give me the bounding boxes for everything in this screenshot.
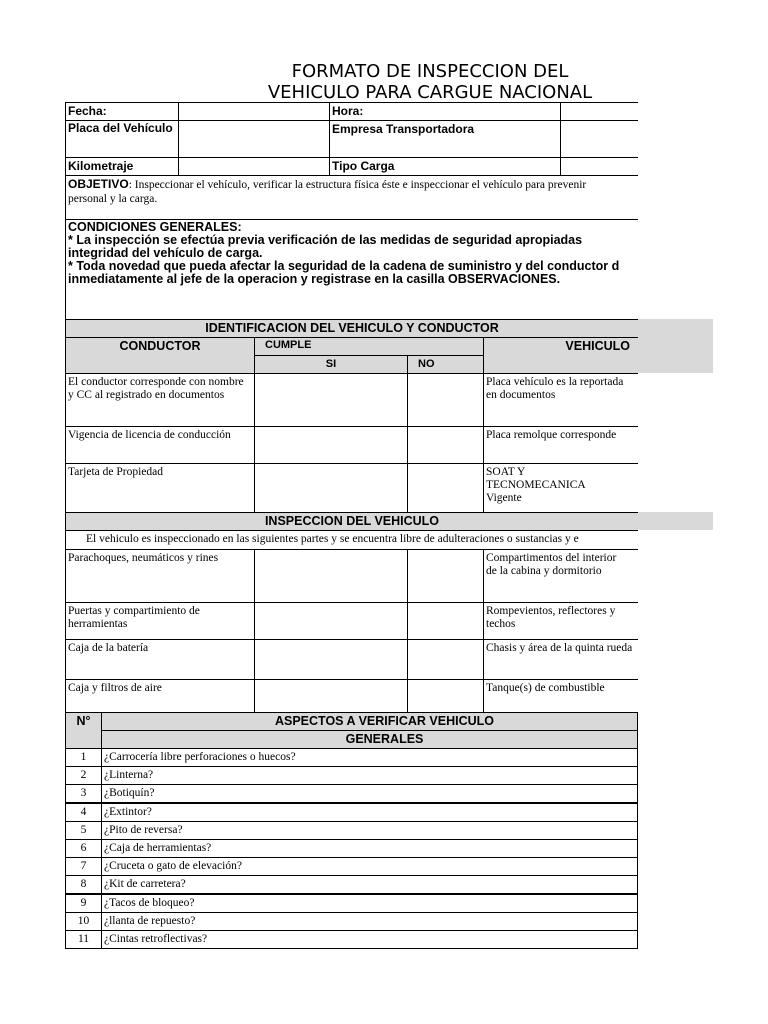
- inspeccion-title: INSPECCION DEL VEHICULO: [65, 512, 638, 531]
- insp-row-1-no[interactable]: [407, 549, 484, 603]
- conductor-header: CONDUCTOR: [65, 337, 255, 374]
- aspecto-number: 7: [65, 857, 102, 876]
- identificacion-title: IDENTIFICACION DEL VEHICULO Y CONDUCTOR: [65, 319, 638, 338]
- insp-row-4-si[interactable]: [254, 679, 408, 713]
- tipo-carga-field[interactable]: [560, 157, 638, 176]
- side-shade-top: [638, 319, 713, 373]
- aspecto-number: 10: [65, 912, 102, 931]
- aspecto-item: ¿Tacos de bloqueo?: [101, 894, 638, 913]
- insp-row-1-right: Compartimentos del interior de la cabina y dormitorio: [483, 549, 638, 603]
- ident-row-1-right: Placa vehículo es la reportada en documentos: [483, 373, 638, 427]
- ident-row-3-right: SOAT Y TECNOMECANICA Vigente: [483, 463, 638, 513]
- ident-row-3-si[interactable]: [254, 463, 408, 513]
- aspecto-number: 3: [65, 784, 102, 803]
- aspecto-number: 6: [65, 839, 102, 858]
- empresa-field[interactable]: [560, 120, 638, 158]
- insp-row-2-no[interactable]: [407, 602, 484, 640]
- condiciones-line2: integridad del vehículo de carga.: [68, 246, 263, 260]
- fecha-label: Fecha:: [65, 102, 179, 121]
- aspecto-number: 9: [65, 894, 102, 913]
- empresa-label: Empresa Transportadora: [329, 120, 561, 158]
- objetivo-text: : Inspeccionar el vehículo, verificar la estructura física éste e inspeccionar el vehículo para prevenir: [128, 179, 587, 191]
- insp-row-3-no[interactable]: [407, 639, 484, 680]
- aspecto-number: 8: [65, 875, 102, 894]
- condiciones-line4: inmediatamente al jefe de la operacion y registrase en la casilla OBSERVACIONES.: [68, 272, 561, 286]
- hora-label: Hora:: [329, 102, 561, 121]
- aspectos-title: ASPECTOS A VERIFICAR VEHICULO: [101, 712, 638, 731]
- aspecto-item: ¿Carrocería libre perforaciones o huecos?: [101, 748, 638, 767]
- aspecto-item: ¿Kit de carretera?: [101, 875, 638, 894]
- ident-row-3-left: Tarjeta de Propiedad: [65, 463, 255, 513]
- vehiculo-header: VEHICULO: [483, 337, 638, 374]
- si-header: SI: [254, 355, 408, 374]
- ident-row-2-si[interactable]: [254, 426, 408, 464]
- aspecto-item: ¿Pito de reversa?: [101, 821, 638, 840]
- aspecto-item: ¿Caja de herramientas?: [101, 839, 638, 858]
- form-title-line1: FORMATO DE INSPECCION DEL: [291, 61, 569, 82]
- insp-row-4-left: Caja y filtros de aire: [65, 679, 255, 713]
- aspecto-item: ¿Extintor?: [101, 803, 638, 822]
- aspecto-item: ¿Cruceta o gato de elevación?: [101, 857, 638, 876]
- condiciones-line1: * La inspección se efectúa previa verificación de las medidas de seguridad apropiadas: [68, 233, 583, 247]
- aspecto-item: ¿Cintas retroflectivas?: [101, 930, 638, 949]
- condiciones-title: CONDICIONES GENERALES:: [68, 220, 242, 234]
- ident-row-2-right: Placa remolque corresponde: [483, 426, 638, 464]
- aspecto-item: ¿llanta de repuesto?: [101, 912, 638, 931]
- aspecto-number: 4: [65, 803, 102, 822]
- aspecto-number: 2: [65, 766, 102, 785]
- ident-row-2-no[interactable]: [407, 426, 484, 464]
- side-shade-mid: [638, 512, 713, 530]
- objetivo-text2: personal y la carga.: [68, 193, 158, 205]
- kilometraje-label: Kilometraje: [65, 157, 179, 176]
- aspecto-number: 1: [65, 748, 102, 767]
- insp-row-4-right: Tanque(s) de combustible: [483, 679, 638, 713]
- fecha-field[interactable]: [178, 102, 330, 121]
- insp-row-2-right: Rompevientos, reflectores y techos: [483, 602, 638, 640]
- placa-label: Placa del Vehículo: [65, 120, 179, 158]
- inspeccion-subtitle: El vehiculo es inspeccionado en las siguientes partes y se encuentra libre de adulteraciones o sustancias y e: [65, 530, 638, 550]
- insp-row-1-si[interactable]: [254, 549, 408, 603]
- kilometraje-field[interactable]: [178, 157, 330, 176]
- ident-row-1-left: El conductor corresponde con nombre y CC al registrado en documentos: [65, 373, 255, 427]
- hora-field[interactable]: [560, 102, 638, 121]
- condiciones-box: [65, 219, 638, 320]
- cumple-header: CUMPLE: [254, 337, 484, 356]
- insp-row-3-left: Caja de la batería: [65, 639, 255, 680]
- tipo-carga-label: Tipo Carga: [329, 157, 561, 176]
- aspecto-item: ¿Botiquín?: [101, 784, 638, 803]
- ident-row-2-left: Vigencia de licencia de conducción: [65, 426, 255, 464]
- aspecto-item: ¿Linterna?: [101, 766, 638, 785]
- aspecto-number: 5: [65, 821, 102, 840]
- placa-field[interactable]: [178, 120, 330, 158]
- ident-row-3-no[interactable]: [407, 463, 484, 513]
- aspectos-subtitle: GENERALES: [101, 730, 638, 749]
- ident-row-1-no[interactable]: [407, 373, 484, 427]
- n-header: N°: [65, 712, 102, 749]
- condiciones-line3: * Toda novedad que pueda afectar la seguridad de la cadena de suministro y del conductor d: [68, 259, 620, 273]
- no-header: NO: [407, 355, 484, 374]
- insp-row-3-right: Chasis y área de la quinta rueda: [483, 639, 638, 680]
- aspecto-number: 11: [65, 930, 102, 949]
- objetivo-box: [65, 175, 638, 220]
- insp-row-3-si[interactable]: [254, 639, 408, 680]
- insp-row-2-si[interactable]: [254, 602, 408, 640]
- objetivo-label: OBJETIVO: [68, 177, 129, 191]
- insp-row-1-left: Parachoques, neumáticos y rines: [65, 549, 255, 603]
- form-title-line2: VEHICULO PARA CARGUE NACIONAL: [267, 82, 593, 103]
- insp-row-2-left: Puertas y compartimiento de herramientas: [65, 602, 255, 640]
- insp-row-4-no[interactable]: [407, 679, 484, 713]
- ident-row-1-si[interactable]: [254, 373, 408, 427]
